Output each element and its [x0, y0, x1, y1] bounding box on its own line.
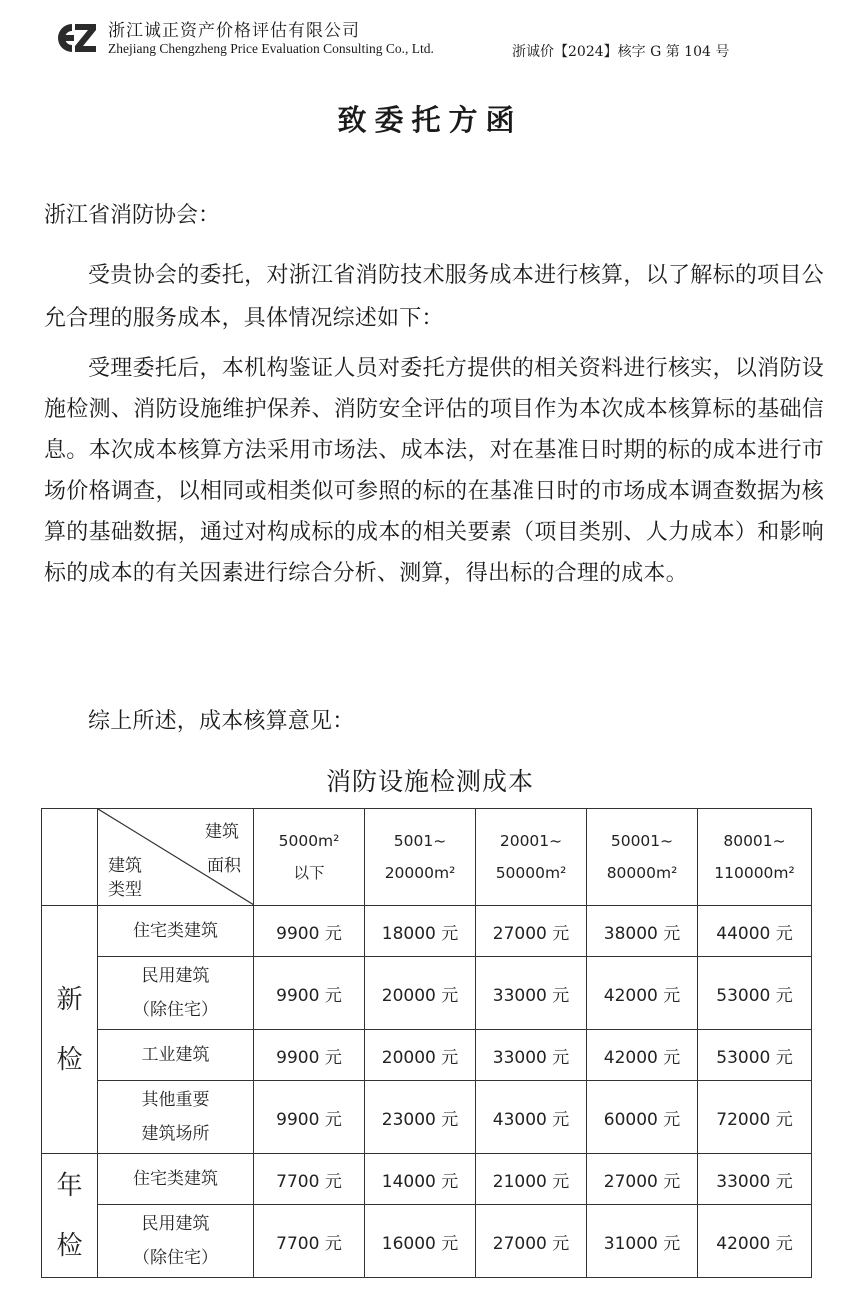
- cost-cell: 53000 元: [698, 957, 812, 1030]
- cost-cell: 7700 元: [254, 1154, 365, 1205]
- paragraph-3: 综上所述，成本核算意见：: [88, 709, 355, 734]
- company-name-en: Zhejiang Chengzheng Price Evaluation Consulting Co., Ltd.: [108, 41, 434, 56]
- cost-cell: 38000 元: [587, 906, 698, 957]
- group-header-cell: [42, 809, 98, 906]
- cost-cell: 42000 元: [587, 957, 698, 1030]
- building-type-cell: 民用建筑 （除住宅）: [98, 1205, 254, 1278]
- table-row: [42, 1154, 812, 1205]
- cost-cell: 20000 元: [365, 1030, 476, 1081]
- table-row: [42, 957, 812, 1030]
- cost-cell: 16000 元: [365, 1205, 476, 1278]
- building-type-cell: 住宅类建筑: [98, 1154, 254, 1205]
- cost-cell: 20000 元: [365, 957, 476, 1030]
- table-header-row: [42, 809, 812, 906]
- cost-cell: 31000 元: [587, 1205, 698, 1278]
- cost-cell: 23000 元: [365, 1081, 476, 1154]
- cost-cell: 9900 元: [254, 1030, 365, 1081]
- table-title: 消防设施检测成本: [325, 767, 534, 796]
- cost-table: [41, 808, 812, 1278]
- cost-cell: 27000 元: [476, 906, 587, 957]
- cost-cell: 60000 元: [587, 1081, 698, 1154]
- cost-cell: 18000 元: [365, 906, 476, 957]
- cost-cell: 53000 元: [698, 1030, 812, 1081]
- cost-cell: 9900 元: [254, 906, 365, 957]
- cost-cell: 21000 元: [476, 1154, 587, 1205]
- table-row: [42, 1205, 812, 1278]
- group-label-new-inspection: 新 检: [42, 906, 98, 1154]
- cost-cell: 27000 元: [476, 1205, 587, 1278]
- corner-label-area-2: 面积: [207, 856, 241, 876]
- document-number: 浙诚价【2024】核字 G 第 104 号: [512, 44, 730, 60]
- area-header-1: 5000m² 以下: [254, 809, 365, 906]
- cost-cell: 7700 元: [254, 1205, 365, 1278]
- group-label-annual-inspection: 年 检: [42, 1154, 98, 1278]
- table-row: [42, 1030, 812, 1081]
- building-type-cell: 民用建筑 （除住宅）: [98, 957, 254, 1030]
- cost-cell: 27000 元: [587, 1154, 698, 1205]
- building-type-cell: 工业建筑: [98, 1030, 254, 1081]
- corner-label-area-1: 建筑: [205, 822, 239, 842]
- letter-title: 致委托方函: [337, 103, 523, 137]
- cost-cell: 33000 元: [698, 1154, 812, 1205]
- cost-cell: 72000 元: [698, 1081, 812, 1154]
- cost-cell: 14000 元: [365, 1154, 476, 1205]
- cost-cell: 42000 元: [698, 1205, 812, 1278]
- area-header-5: 80001~ 110000m²: [698, 809, 812, 906]
- area-header-3: 20001~ 50000m²: [476, 809, 587, 906]
- cost-cell: 33000 元: [476, 1030, 587, 1081]
- table-row: [42, 906, 812, 957]
- paragraph-1: 受贵协会的委托，对浙江省消防技术服务成本进行核算，以了解标的项目公允合理的服务成本，具体情况综述如下：: [44, 263, 824, 331]
- building-type-cell: 其他重要 建筑场所: [98, 1081, 254, 1154]
- table-row: [42, 1081, 812, 1154]
- corner-label-type-1: 建筑: [108, 856, 142, 876]
- cost-cell: 33000 元: [476, 957, 587, 1030]
- corner-label-type-2: 类型: [108, 880, 142, 900]
- cost-cell: 44000 元: [698, 906, 812, 957]
- area-header-2: 5001~ 20000m²: [365, 809, 476, 906]
- cost-cell: 9900 元: [254, 1081, 365, 1154]
- company-logo-icon: [52, 18, 98, 58]
- cost-cell: 42000 元: [587, 1030, 698, 1081]
- salutation: 浙江省消防协会：: [44, 203, 221, 228]
- area-header-4: 50001~ 80000m²: [587, 809, 698, 906]
- letterhead: [52, 14, 832, 64]
- building-type-cell: 住宅类建筑: [98, 906, 254, 957]
- cost-cell: 9900 元: [254, 957, 365, 1030]
- paragraph-2: 受理委托后，本机构鉴证人员对委托方提供的相关资料进行核实，以消防设施检测、消防设施维护保养、消防安全评估的项目作为本次成本核算标的基础信息。本次成本核算方法采用市场法、成本法，对在基准日时期的标的成本进行市场价格调查，以相同或相类似可参照的标的在基准日时的市场成本调查数据为核算的基础数据，通过对构成标的成本的相关要素（项目类别、人力成本）和影响标的成本的有关因素进行综合分析、测算，得出标的合理的成本。: [44, 356, 824, 586]
- cost-cell: 43000 元: [476, 1081, 587, 1154]
- company-name-cn: 浙江诚正资产价格评估有限公司: [108, 21, 360, 41]
- corner-header-cell: [98, 809, 254, 906]
